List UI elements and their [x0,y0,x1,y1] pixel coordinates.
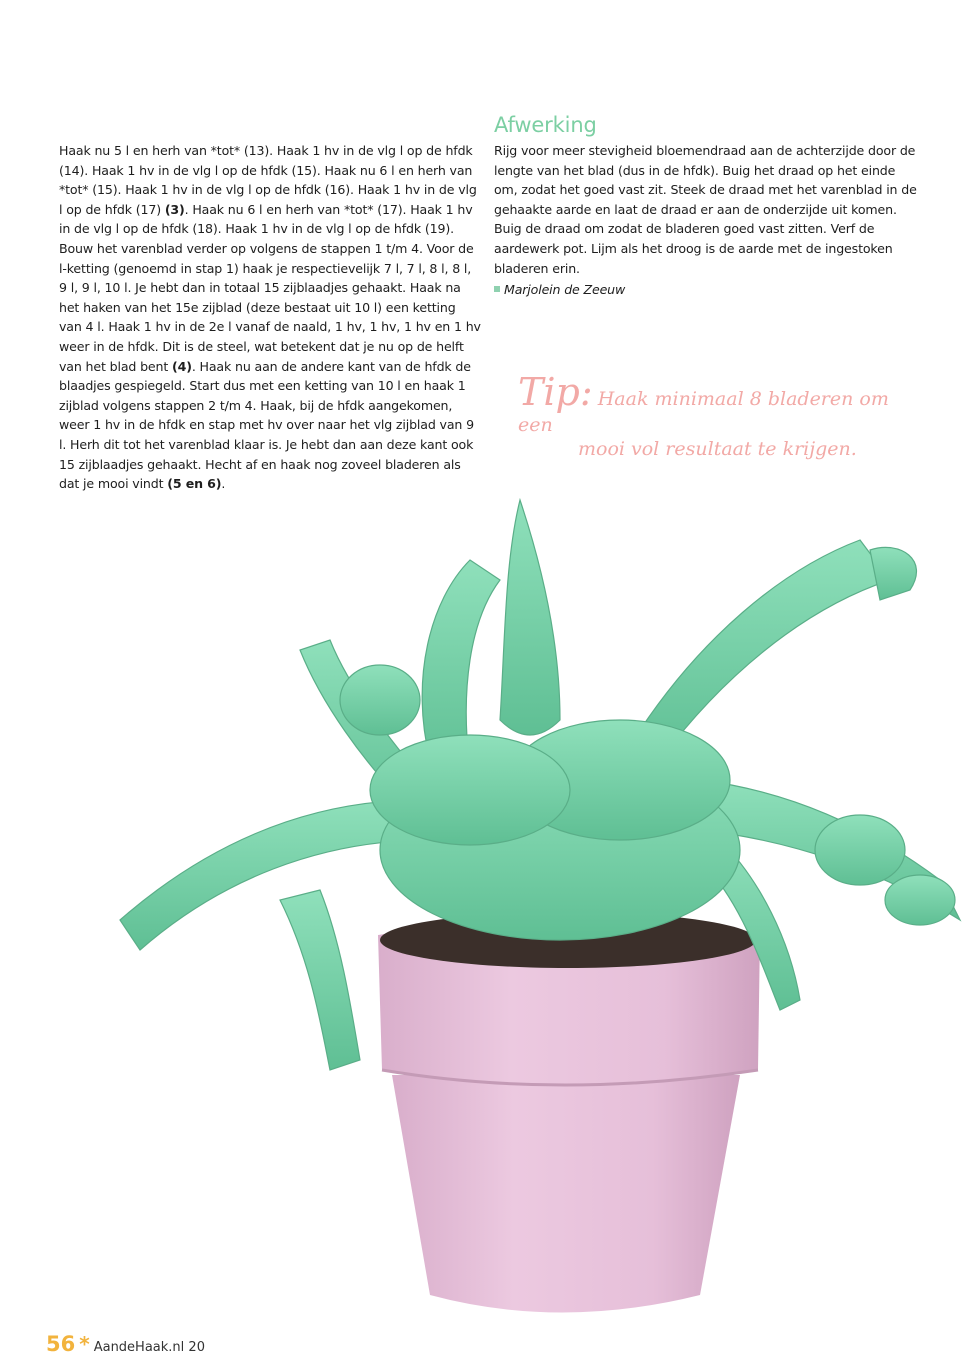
page-footer [46,1332,205,1356]
tip-callout [518,370,918,460]
tip-line-2: mooi vol resultaat te krijgen. [578,438,857,460]
brand-name: AandeHaak.nl [93,1340,185,1355]
instructions-text-2: . Haak nu 6 l en herh van *tot* (17). Haak 1 hv in de vlg l op de hfdk (18). Haak 1 hv in de vlg l op de hfdk (19). Bouw het varenblad verder op volgens de stappen 1 t/m 4. Voor de l-ketting (genoemd in stap 1) haak je respectievelijk 7 l, 7 l, 8 l, 8 l, 9 l, 9 l, 10 l. Je hebt dan in totaal 15 zijblaadjes gehaakt. Haak na het haken van het 15e zijblad (deze bestaat uit 10 l) een ketting van 4 l. Haak 1 hv in de 2e l vanaf de naald, 1 hv, 1 hv, 1 hv en 1 hv weer in de hfdk. Dit is de steel, wat betekent dat je nu op de helft van het blad bent [59,201,481,374]
section-heading: Afwerking [494,113,597,137]
tip-label: Tip: [518,370,593,414]
instructions-text-4: . [221,476,226,492]
author-name: Marjolein de Zeeuw [504,282,626,298]
instructions-column [59,141,481,494]
step-ref-3: (3) [164,201,185,217]
tip-line-1: Haak minimaal 8 bladeren om een [518,388,889,436]
issue-number: 20 [188,1340,205,1355]
step-ref-5-6: (5 en 6) [167,476,222,492]
author-credit [494,280,919,300]
step-ref-4: (4) [172,358,192,374]
instructions-text-1: Haak nu 5 l en herh van *tot* (13). Haak 1 hv in de vlg l op de hfdk (14). Haak 1 hv in de vlg l op de hfdk (15). Haak nu 6 l en herh van *tot* (15). Haak 1 hv in de vlg l op de hfdk (16). Haak 1 hv in de vlg l op de hfdk (17) [59,143,477,217]
finishing-section [494,113,919,300]
page-number: 56 [46,1332,76,1356]
flower-pot [378,912,760,1313]
asterisk-icon: * [79,1332,90,1356]
fern-plant-photo [0,480,970,1360]
finishing-text: Rijg voor meer stevigheid bloemendraad aan de achterzijde door de lengte van het blad (dus in de hfdk). Buig het draad op het einde om, zodat het goed vast zit. Steek de draad met het varenblad in de gehaakte aarde en laat de draad er aan de onderzijde uit komen. Buig de draad om zodat de bladeren goed vast zitten. Verf de aardewerk pot. Lijm als het droog is de aarde met de ingestoken bladeren erin. [494,143,917,276]
instructions-text-3: . Haak nu aan de andere kant van de hfdk de blaadjes gespiegeld. Start dus met een ketting van 10 l en haak 1 zijblad volgens stappen 2 t/m 4. Haak, bij de hfdk aangekomen, weer 1 hv in de hfdk en stap met hv over naar het vlg zijblad van 9 l. Herh dit tot het varenblad klaar is. Je hebt dan aan deze kant ook 15 zijblaadjes gehaakt. Hecht af en haak nog zoveel bladeren als dat je mooi vindt [59,358,474,492]
square-bullet-icon [494,286,500,292]
